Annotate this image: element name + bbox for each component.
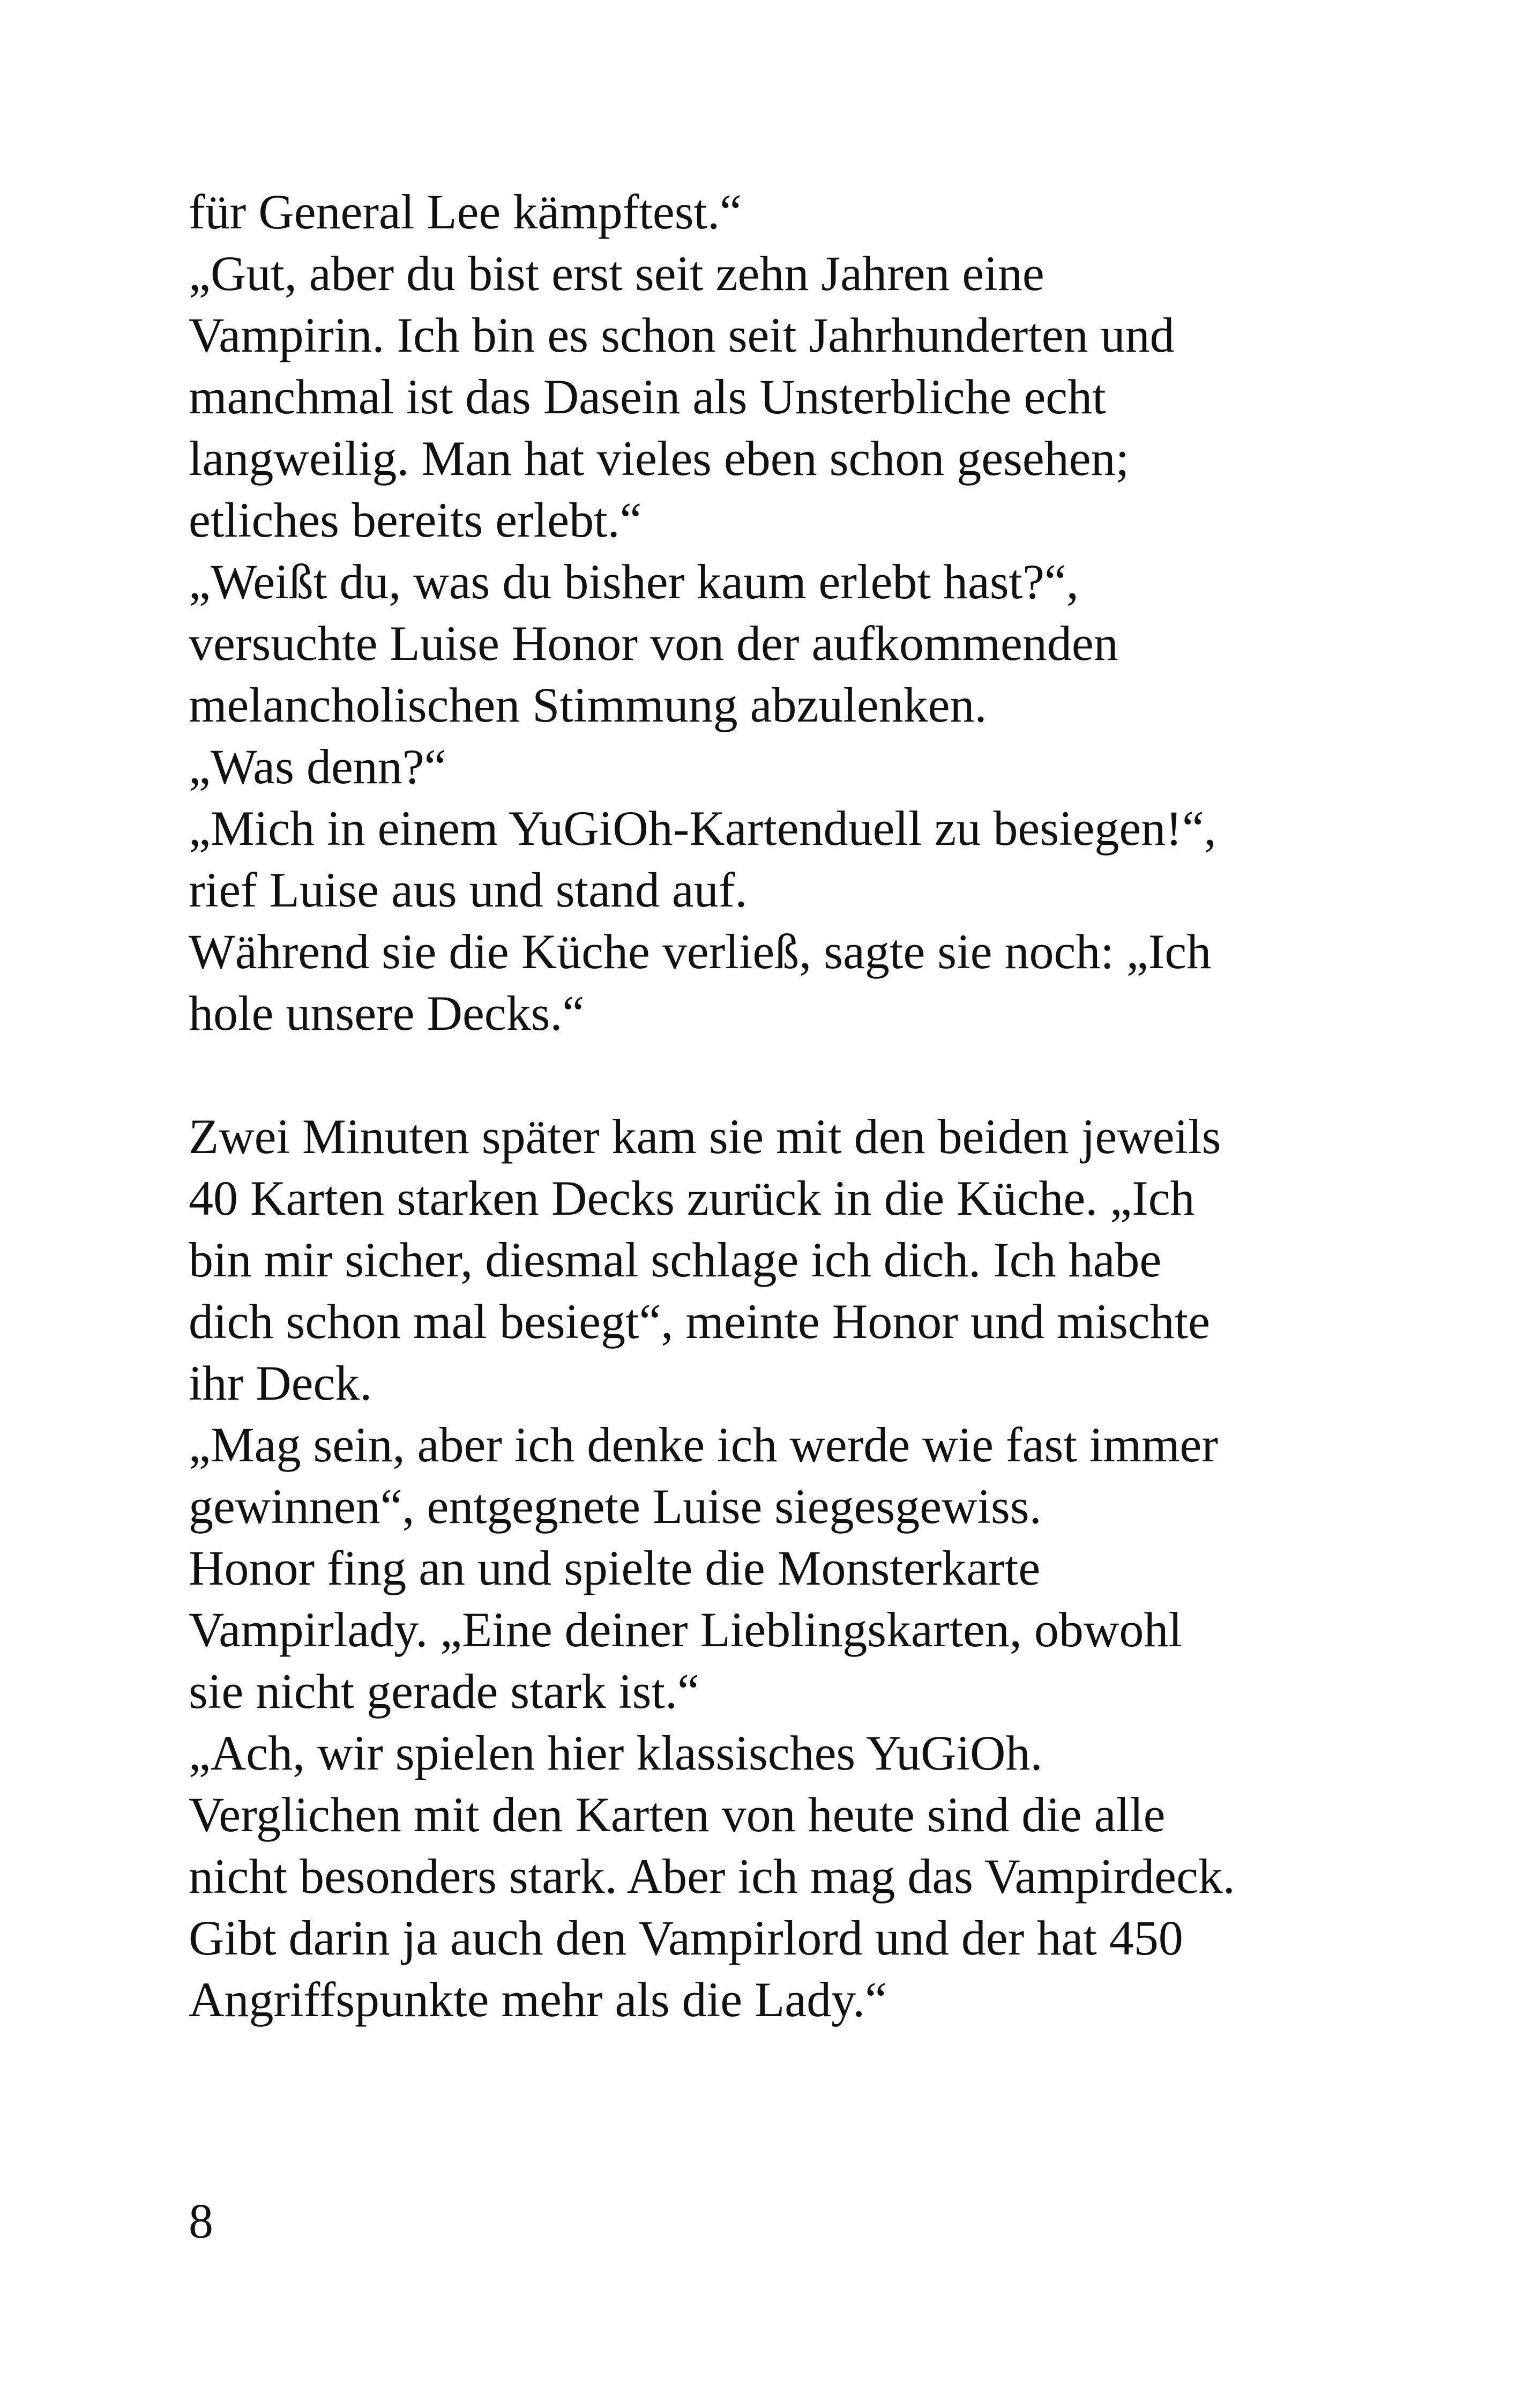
text-line: „Ach, wir spielen hier klassisches YuGiOh. (189, 1726, 1043, 1780)
text-line: sie nicht gerade stark ist.“ (189, 1664, 699, 1719)
body-text (189, 181, 1368, 2031)
text-line: Angriffspunkte mehr als die Lady.“ (189, 1972, 887, 2027)
text-line: Vampirin. Ich bin es schon seit Jahrhunderten und (189, 308, 1175, 362)
text-line: versuchte Luise Honor von der aufkommenden (189, 616, 1118, 671)
text-line: „Gut, aber du bist erst seit zehn Jahren eine (189, 246, 1044, 301)
text-line: „Mag sein, aber ich denke ich werde wie fast immer (189, 1417, 1218, 1472)
text-line: etliches bereits erlebt.“ (189, 493, 642, 547)
text-line: nicht besonders stark. Aber ich mag das Vampirdeck. (189, 1849, 1235, 1904)
page-number: 8 (189, 2194, 213, 2248)
text-line: dich schon mal besiegt“, meinte Honor und mischte (189, 1294, 1210, 1349)
text-line: „Weißt du, was du bisher kaum erlebt hast?“, (189, 554, 1079, 609)
text-line: ihr Deck. (189, 1356, 372, 1410)
text-line: Gibt darin ja auch den Vampirlord und der hat 450 (189, 1911, 1183, 1965)
text-line: gewinnen“, entgegnete Luise siegesgewiss. (189, 1479, 1042, 1534)
text-line: 40 Karten starken Decks zurück in die Küche. „Ich (189, 1171, 1195, 1225)
text-line: hole unsere Decks.“ (189, 986, 585, 1041)
text-line: Honor fing an und spielte die Monsterkarte (189, 1541, 1041, 1595)
text-line: Während sie die Küche verließ, sagte sie noch: „Ich (189, 924, 1212, 979)
text-line: Zwei Minuten später kam sie mit den beiden jeweils (189, 1109, 1221, 1164)
text-line: Vampirlady. „Eine deiner Lieblingskarten, obwohl (189, 1602, 1182, 1657)
text-line: langweilig. Man hat vieles eben schon gesehen; (189, 431, 1130, 486)
text-line: „Mich in einem YuGiOh-Kartenduell zu besiegen!“, (189, 801, 1216, 856)
text-line: Verglichen mit den Karten von heute sind die alle (189, 1787, 1166, 1842)
text-line: melancholischen Stimmung abzulenken. (189, 678, 987, 732)
text-line: manchmal ist das Dasein als Unsterbliche echt (189, 369, 1106, 424)
text-line: „Was denn?“ (189, 739, 446, 794)
text-line: für General Lee kämpftest.“ (189, 184, 742, 239)
text-line: bin mir sicher, diesmal schlage ich dich. Ich habe (189, 1232, 1162, 1287)
paragraph-gap (189, 1044, 1368, 1106)
text-line: rief Luise aus und stand auf. (189, 863, 748, 917)
